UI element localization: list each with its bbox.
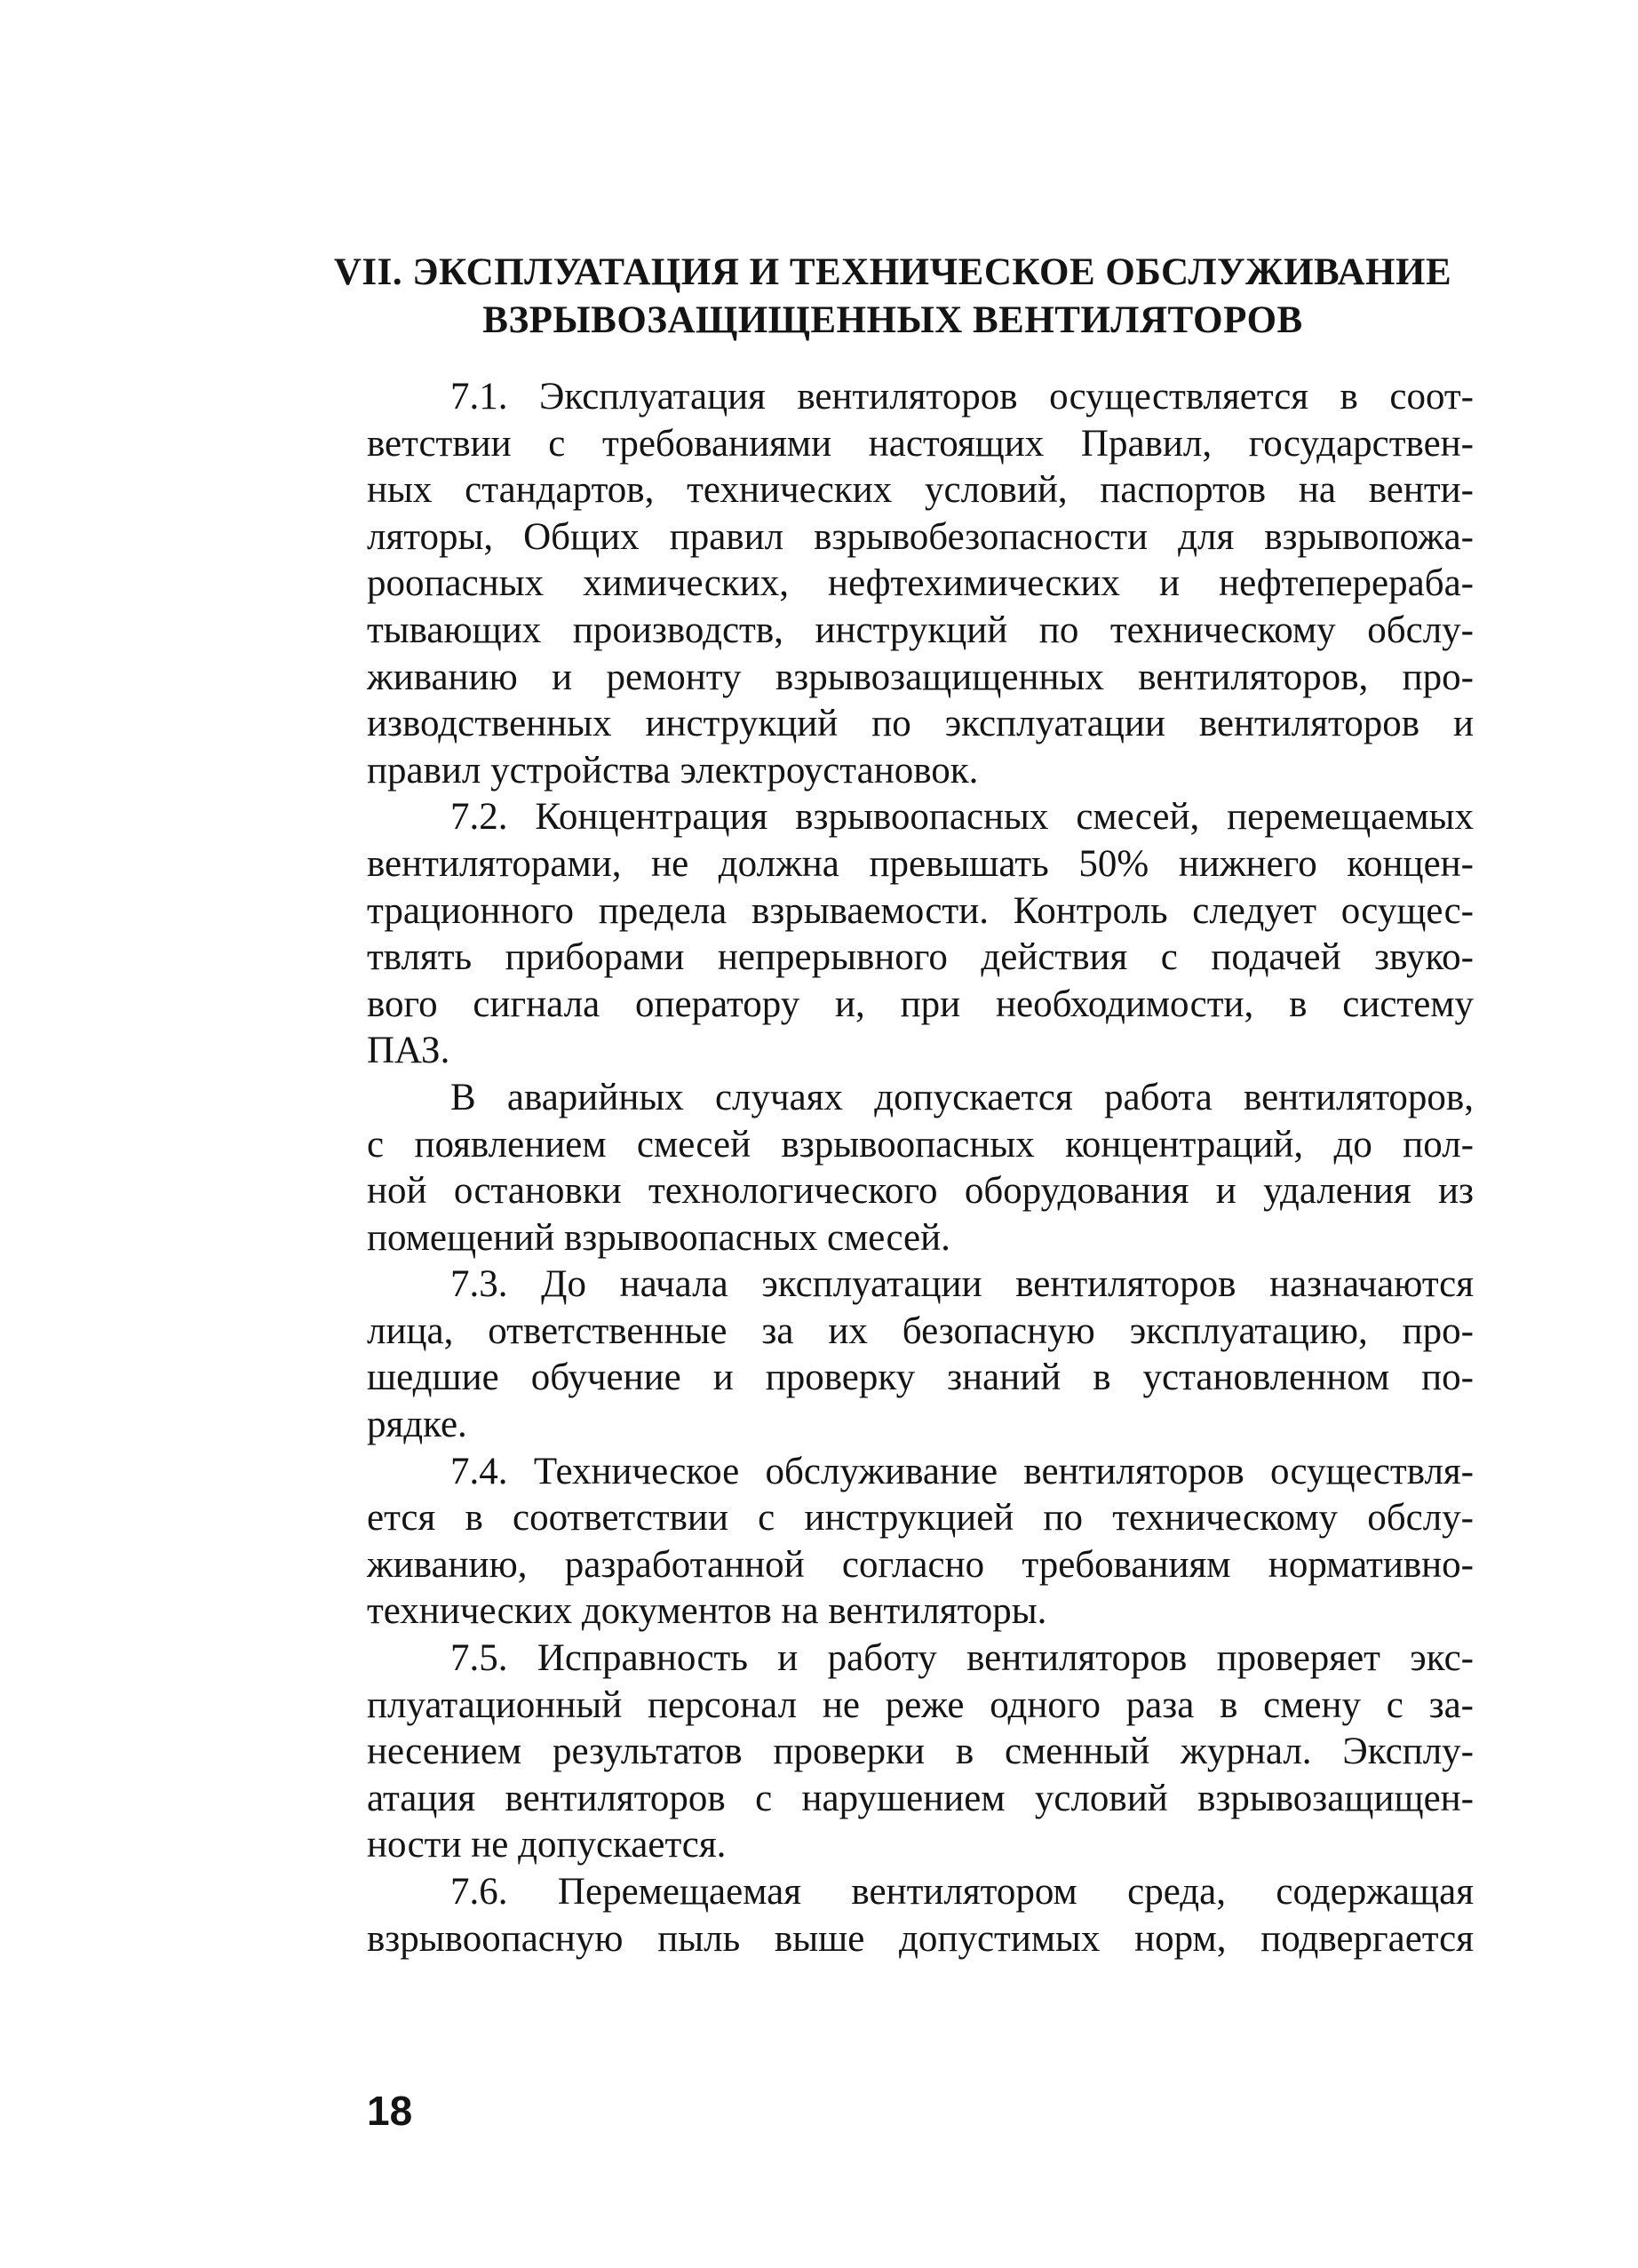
paragraph-line: правил устройства электроустановок.	[367, 749, 979, 792]
paragraph-line: помещений взрывоопасных смесей.	[367, 1216, 950, 1259]
paragraph-line: ПАЗ.	[367, 1030, 450, 1072]
paragraph-line: ветствии с требованиями настоящих Правил, государствен-	[367, 422, 1474, 465]
paragraph	[367, 1449, 1474, 1635]
paragraph-line: несением результатов проверки в сменный журнал. Эксплу-	[367, 1731, 1474, 1773]
paragraph-line: технических документов на вентиляторы.	[367, 1590, 1047, 1633]
paragraph	[367, 794, 1474, 1075]
paragraph-line: 7.4. Техническое обслуживание вентиляторов осуществля-	[450, 1450, 1474, 1492]
paragraph-line: 7.3. До начала эксплуатации вентиляторов назначаются	[450, 1263, 1474, 1306]
paragraph-line: 7.6. Перемещаемая вентилятором среда, содержащая	[450, 1871, 1474, 1913]
paragraph-line: твлять приборами непрерывного действия с подачей звуко-	[367, 936, 1474, 979]
paragraph-line: ности не допускается.	[367, 1824, 727, 1866]
section-heading-line-1: VII. ЭКСПЛУАТАЦИЯ И ТЕХНИЧЕСКОЕ ОБСЛУЖИВАНИЕ	[333, 251, 1452, 293]
paragraph	[367, 1869, 1474, 1962]
paragraph-line: живанию, разработанной согласно требованиям нормативно-	[367, 1543, 1474, 1586]
paragraph-line: ных стандартов, технических условий, паспортов на венти-	[367, 469, 1474, 512]
page-number: 18	[367, 2088, 413, 2134]
section-heading-line-2: ВЗРЫВОЗАЩИЩЕННЫХ ВЕНТИЛЯТОРОВ	[482, 299, 1303, 341]
paragraph-line: В аварийных случаях допускается работа вентиляторов,	[450, 1076, 1474, 1118]
paragraph-line: рядке.	[367, 1404, 467, 1446]
paragraph-line: изводственных инструкций по эксплуатации вентиляторов и	[367, 703, 1474, 745]
paragraph-line: вого сигнала оператору и, при необходимости, в систему	[367, 983, 1474, 1025]
section-body	[367, 374, 1474, 1962]
paragraph-line: трационного предела взрываемости. Контроль следует осущес-	[367, 889, 1474, 932]
paragraph-line: вентиляторами, не должна превышать 50% нижнего концен-	[367, 842, 1474, 885]
paragraph	[367, 1075, 1474, 1261]
paragraph	[367, 1635, 1474, 1869]
paragraph-line: живанию и ремонту взрывозащищенных вентиляторов, про-	[367, 656, 1474, 698]
paragraph-line: 7.2. Концентрация взрывоопасных смесей, перемещаемых	[450, 796, 1474, 839]
paragraph	[367, 374, 1474, 794]
paragraph-line: 7.5. Исправность и работу вентиляторов проверяет экс-	[450, 1637, 1474, 1680]
paragraph-line: шедшие обучение и проверку знаний в установленном по-	[367, 1357, 1474, 1399]
paragraph-line: тывающих производств, инструкций по техническому обслу-	[367, 609, 1474, 651]
paragraph-line: атация вентиляторов с нарушением условий взрывозащищен-	[367, 1777, 1474, 1819]
paragraph-line: лица, ответственные за их безопасную эксплуатацию, про-	[367, 1309, 1474, 1352]
paragraph-line: ется в соответствии с инструкцией по техническому обслу-	[367, 1497, 1474, 1540]
paragraph-line: с появлением смесей взрывоопасных концентраций, до пол-	[367, 1123, 1474, 1166]
paragraph-line: 7.1. Эксплуатация вентиляторов осуществляется в соот-	[450, 376, 1474, 418]
paragraph	[367, 1261, 1474, 1448]
paragraph-line: ной остановки технологического оборудования и удаления из	[367, 1170, 1474, 1213]
section-heading	[320, 249, 1466, 345]
paragraph-line: ляторы, Общих правил взрывобезопасности для взрывопожа-	[367, 515, 1474, 558]
paragraph-line: роопасных химических, нефтехимических и нефтеперераба-	[367, 562, 1474, 605]
paragraph-line: плуатационный персонал не реже одного раза в смену с за-	[367, 1683, 1474, 1726]
paragraph-line: взрывоопасную пыль выше допустимых норм, подвергается	[367, 1917, 1474, 1960]
